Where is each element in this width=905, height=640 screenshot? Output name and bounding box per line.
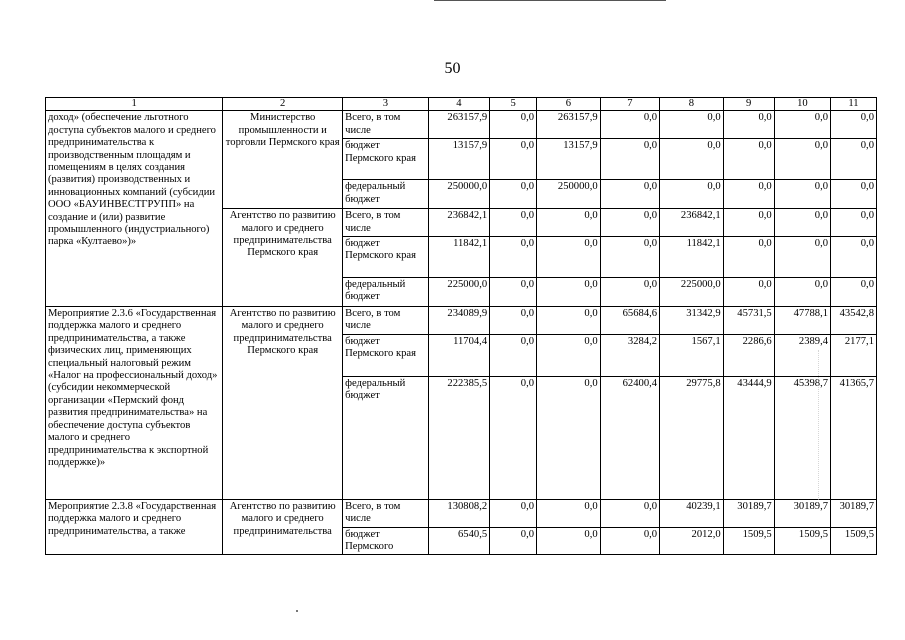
amount-cell: 0,0 — [537, 209, 601, 237]
amount-cell: 222385,5 — [428, 376, 490, 499]
funding-source-cell: федеральный бюджет — [343, 180, 428, 209]
amount-cell: 0,0 — [831, 139, 877, 180]
funding-source-cell: федеральный бюджет — [343, 376, 428, 499]
amount-cell: 2286,6 — [723, 334, 774, 376]
amount-cell: 0,0 — [600, 209, 659, 237]
amount-cell: 13157,9 — [428, 139, 490, 180]
amount-cell: 0,0 — [774, 278, 830, 307]
amount-cell: 0,0 — [660, 180, 724, 209]
amount-cell: 65684,6 — [600, 307, 659, 335]
funding-source-cell: Всего, в том числе — [343, 209, 428, 237]
amount-cell: 11704,4 — [428, 334, 490, 376]
amount-cell: 250000,0 — [428, 180, 490, 209]
amount-cell: 130808,2 — [428, 499, 490, 527]
amount-cell: 0,0 — [831, 180, 877, 209]
amount-cell: 0,0 — [723, 111, 774, 139]
amount-cell: 0,0 — [660, 139, 724, 180]
header-cell: 8 — [660, 98, 724, 111]
measure-description-cell: доход» (обеспечение льготного доступа субъектов малого и среднего предпринимательства к производственным площадям и помещениям в целях создания (развития) производственных и инновационных компаний (субсидии ООО «БАУИНВЕСТГРУПП» на создание и (или) развитие промышленного (индустриального) парка «Култаево»)» — [46, 111, 223, 307]
amount-cell: 0,0 — [490, 527, 537, 555]
executor-cell: Агентство по развитию малого и среднего предпринимательства Пермского края — [223, 307, 343, 500]
amount-cell: 1509,5 — [774, 527, 830, 555]
funding-source-cell: бюджет Пермского края — [343, 139, 428, 180]
header-cell: 11 — [831, 98, 877, 111]
scan-artifact — [818, 350, 827, 500]
amount-cell: 0,0 — [723, 139, 774, 180]
table-row — [46, 111, 877, 139]
amount-cell: 0,0 — [831, 111, 877, 139]
amount-cell: 6540,5 — [428, 527, 490, 555]
amount-cell: 0,0 — [600, 237, 659, 278]
page-number: 50 — [444, 60, 461, 77]
amount-cell: 0,0 — [660, 111, 724, 139]
amount-cell: 1567,1 — [660, 334, 724, 376]
amount-cell: 0,0 — [490, 111, 537, 139]
amount-cell: 0,0 — [600, 499, 659, 527]
amount-cell: 0,0 — [774, 180, 830, 209]
amount-cell: 236842,1 — [660, 209, 724, 237]
amount-cell: 225000,0 — [428, 278, 490, 307]
amount-cell: 11842,1 — [660, 237, 724, 278]
amount-cell: 43542,8 — [831, 307, 877, 335]
amount-cell: 2389,4 — [774, 334, 830, 376]
funding-source-cell: бюджет Пермского края — [343, 334, 428, 376]
amount-cell: 0,0 — [490, 278, 537, 307]
amount-cell: 0,0 — [774, 237, 830, 278]
amount-cell: 236842,1 — [428, 209, 490, 237]
top-rule — [434, 0, 666, 1]
funding-source-cell: Всего, в том числе — [343, 111, 428, 139]
header-cell: 7 — [600, 98, 659, 111]
header-cell: 10 — [774, 98, 830, 111]
header-cell: 5 — [490, 98, 537, 111]
amount-cell: 1509,5 — [831, 527, 877, 555]
amount-cell: 0,0 — [490, 499, 537, 527]
header-cell: 6 — [537, 98, 601, 111]
amount-cell: 2177,1 — [831, 334, 877, 376]
scan-speck — [296, 610, 298, 612]
amount-cell: 263157,9 — [537, 111, 601, 139]
amount-cell: 0,0 — [490, 209, 537, 237]
amount-cell: 0,0 — [774, 139, 830, 180]
amount-cell: 0,0 — [537, 237, 601, 278]
amount-cell: 0,0 — [537, 307, 601, 335]
funding-source-cell: Всего, в том числе — [343, 499, 428, 527]
amount-cell: 41365,7 — [831, 376, 877, 499]
amount-cell: 29775,8 — [660, 376, 724, 499]
amount-cell: 0,0 — [723, 209, 774, 237]
executor-cell: Министерство промышленности и торговли Пермского края — [223, 111, 343, 209]
amount-cell: 13157,9 — [537, 139, 601, 180]
header-cell: 3 — [343, 98, 428, 111]
amount-cell: 0,0 — [831, 237, 877, 278]
amount-cell: 0,0 — [600, 180, 659, 209]
amount-cell: 263157,9 — [428, 111, 490, 139]
amount-cell: 0,0 — [831, 278, 877, 307]
amount-cell: 43444,9 — [723, 376, 774, 499]
amount-cell: 0,0 — [600, 527, 659, 555]
amount-cell: 47788,1 — [774, 307, 830, 335]
amount-cell: 0,0 — [537, 527, 601, 555]
amount-cell: 0,0 — [723, 237, 774, 278]
amount-cell: 0,0 — [537, 499, 601, 527]
header-cell: 9 — [723, 98, 774, 111]
amount-cell: 0,0 — [537, 278, 601, 307]
funding-source-cell: бюджет Пермского края — [343, 237, 428, 278]
amount-cell: 234089,9 — [428, 307, 490, 335]
amount-cell: 0,0 — [831, 209, 877, 237]
amount-cell: 0,0 — [600, 111, 659, 139]
amount-cell: 40239,1 — [660, 499, 724, 527]
table-body — [46, 98, 877, 555]
amount-cell: 0,0 — [774, 111, 830, 139]
amount-cell: 30189,7 — [774, 499, 830, 527]
executor-cell: Агентство по развитию малого и среднего предпринимательства — [223, 499, 343, 555]
header-cell: 1 — [46, 98, 223, 111]
amount-cell: 45398,7 — [774, 376, 830, 499]
funding-source-cell: Всего, в том числе — [343, 307, 428, 335]
amount-cell: 0,0 — [490, 180, 537, 209]
header-row — [46, 98, 877, 111]
executor-cell: Агентство по развитию малого и среднего предпринимательства Пермского края — [223, 209, 343, 307]
amount-cell: 0,0 — [774, 209, 830, 237]
budget-table — [45, 97, 877, 555]
amount-cell: 0,0 — [537, 334, 601, 376]
amount-cell: 225000,0 — [660, 278, 724, 307]
amount-cell: 0,0 — [537, 376, 601, 499]
amount-cell: 0,0 — [490, 376, 537, 499]
amount-cell: 31342,9 — [660, 307, 724, 335]
amount-cell: 0,0 — [490, 139, 537, 180]
measure-description-cell: Мероприятие 2.3.6 «Государственная поддержка малого и среднего предпринимательства, а также физических лиц, применяющих специальный налоговый режим «Налог на профессиональный доход» (субсидии некоммерческой организации «Пермский фонд развития предпринимательства» на обеспечение доступа субъектов малого и среднего предпринимательства к экспортной поддержке)» — [46, 307, 223, 500]
amount-cell: 0,0 — [723, 180, 774, 209]
amount-cell: 0,0 — [600, 278, 659, 307]
amount-cell: 0,0 — [490, 334, 537, 376]
measure-description-cell: Мероприятие 2.3.8 «Государственная поддержка малого и среднего предпринимательства, а также — [46, 499, 223, 555]
amount-cell: 0,0 — [723, 278, 774, 307]
amount-cell: 30189,7 — [723, 499, 774, 527]
amount-cell: 2012,0 — [660, 527, 724, 555]
amount-cell: 30189,7 — [831, 499, 877, 527]
amount-cell: 0,0 — [600, 139, 659, 180]
amount-cell: 1509,5 — [723, 527, 774, 555]
amount-cell: 250000,0 — [537, 180, 601, 209]
funding-source-cell: федеральный бюджет — [343, 278, 428, 307]
amount-cell: 0,0 — [490, 237, 537, 278]
funding-source-cell: бюджет Пермского — [343, 527, 428, 555]
amount-cell: 11842,1 — [428, 237, 490, 278]
amount-cell: 3284,2 — [600, 334, 659, 376]
table-row — [46, 307, 877, 335]
amount-cell: 45731,5 — [723, 307, 774, 335]
table-row — [46, 499, 877, 527]
header-cell: 2 — [223, 98, 343, 111]
header-cell: 4 — [428, 98, 490, 111]
amount-cell: 0,0 — [490, 307, 537, 335]
amount-cell: 62400,4 — [600, 376, 659, 499]
